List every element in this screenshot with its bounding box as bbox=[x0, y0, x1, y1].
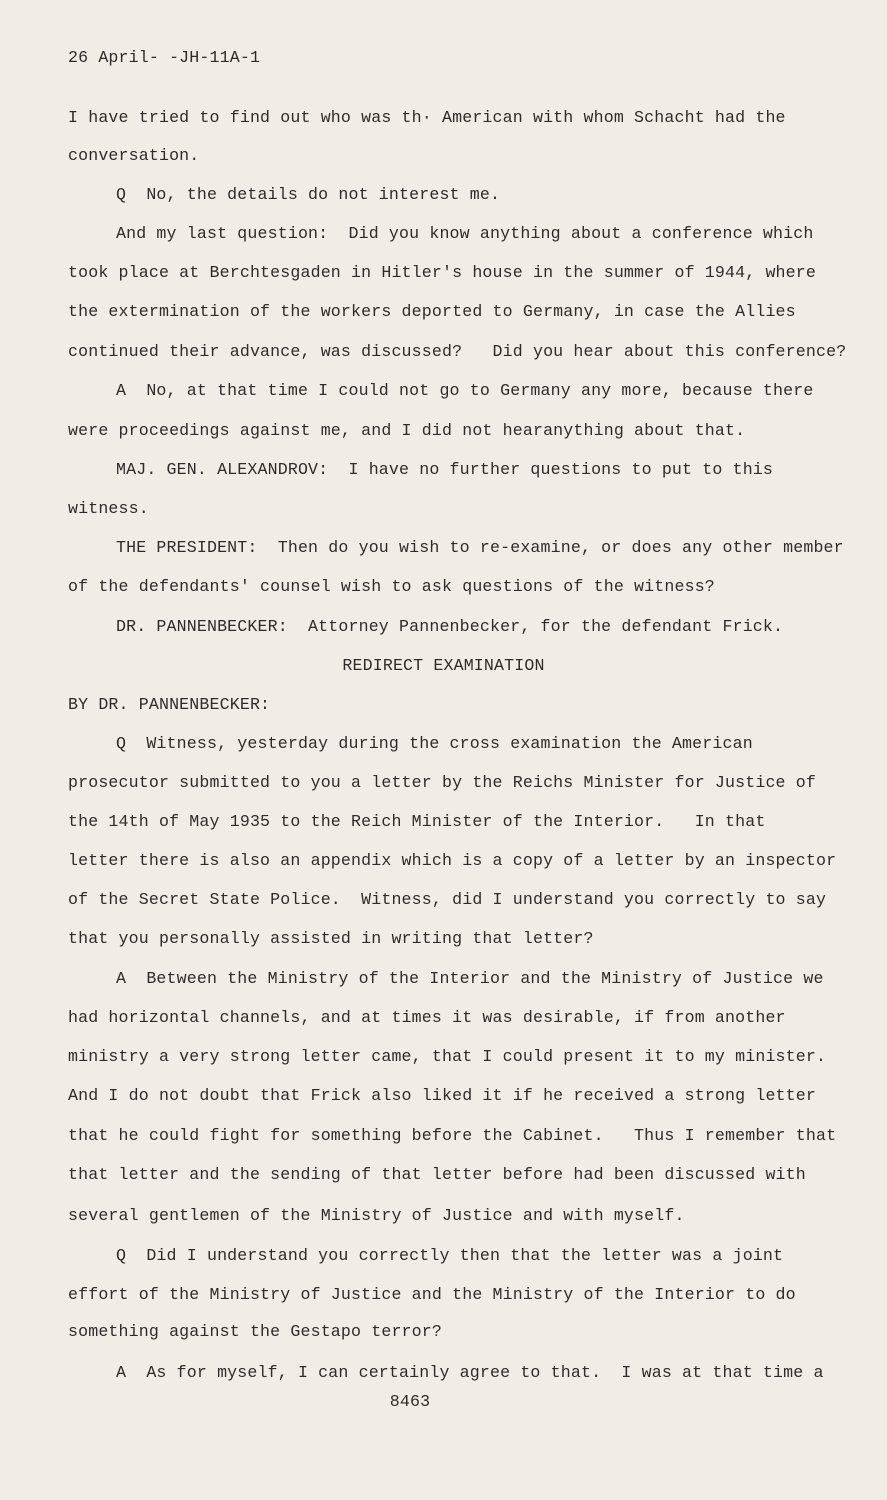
text-line: A No, at that time I could not go to Germany any more, because there bbox=[116, 381, 814, 400]
text-line: of the Secret State Police. Witness, did I understand you correctly to say bbox=[68, 890, 827, 909]
text-line: And I do not doubt that Frick also liked it if he received a strong letter bbox=[68, 1086, 816, 1105]
text-line: effort of the Ministry of Justice and the Ministry of the Interior to do bbox=[68, 1285, 796, 1304]
text-line: witness. bbox=[68, 499, 149, 518]
text-line: something against the Gestapo terror? bbox=[68, 1322, 442, 1341]
text-line: of the defendants' counsel wish to ask questions of the witness? bbox=[68, 577, 715, 596]
text-line: took place at Berchtesgaden in Hitler's house in the summer of 1944, where bbox=[68, 263, 816, 282]
text-line: continued their advance, was discussed? Did you hear about this conference? bbox=[68, 342, 847, 361]
text-line: the extermination of the workers deported to Germany, in case the Allies bbox=[68, 302, 796, 321]
text-line: had horizontal channels, and at times it was desirable, if from another bbox=[68, 1008, 786, 1027]
page-reference: 26 April- -JH-11A-1 bbox=[68, 48, 261, 67]
text-line: MAJ. GEN. ALEXANDROV: I have no further questions to put to this bbox=[116, 460, 774, 479]
text-line: A As for myself, I can certainly agree to that. I was at that time a bbox=[116, 1363, 824, 1382]
text-line: that letter and the sending of that letter before had been discussed with bbox=[68, 1165, 806, 1184]
text-line: And my last question: Did you know anything about a conference which bbox=[116, 224, 814, 243]
text-line: BY DR. PANNENBECKER: bbox=[68, 695, 271, 714]
section-heading: REDIRECT EXAMINATION bbox=[342, 656, 545, 675]
text-line: Q No, the details do not interest me. bbox=[116, 185, 501, 204]
text-line: prosecutor submitted to you a letter by the Reichs Minister for Justice of bbox=[68, 773, 816, 792]
text-line: THE PRESIDENT: Then do you wish to re-examine, or does any other member bbox=[116, 538, 844, 557]
text-line: I have tried to find out who was th· American with whom Schacht had the bbox=[68, 108, 786, 127]
text-line: were proceedings against me, and I did not hearanything about that. bbox=[68, 421, 746, 440]
text-line: conversation. bbox=[68, 146, 200, 165]
text-line: several gentlemen of the Ministry of Justice and with myself. bbox=[68, 1206, 685, 1225]
text-line: that you personally assisted in writing that letter? bbox=[68, 929, 594, 948]
page-number: 8463 bbox=[389, 1392, 431, 1411]
text-line: that he could fight for something before the Cabinet. Thus I remember that bbox=[68, 1126, 837, 1145]
text-line: Q Witness, yesterday during the cross examination the American bbox=[116, 734, 753, 753]
text-line: Q Did I understand you correctly then that the letter was a joint bbox=[116, 1246, 784, 1265]
text-line: the 14th of May 1935 to the Reich Minister of the Interior. In that bbox=[68, 812, 766, 831]
text-line: A Between the Ministry of the Interior and the Ministry of Justice we bbox=[116, 969, 824, 988]
text-line: ministry a very strong letter came, that I could present it to my minister. bbox=[68, 1047, 827, 1066]
text-line: DR. PANNENBECKER: Attorney Pannenbecker, for the defendant Frick. bbox=[116, 617, 784, 636]
text-line: letter there is also an appendix which is a copy of a letter by an inspector bbox=[68, 851, 837, 870]
